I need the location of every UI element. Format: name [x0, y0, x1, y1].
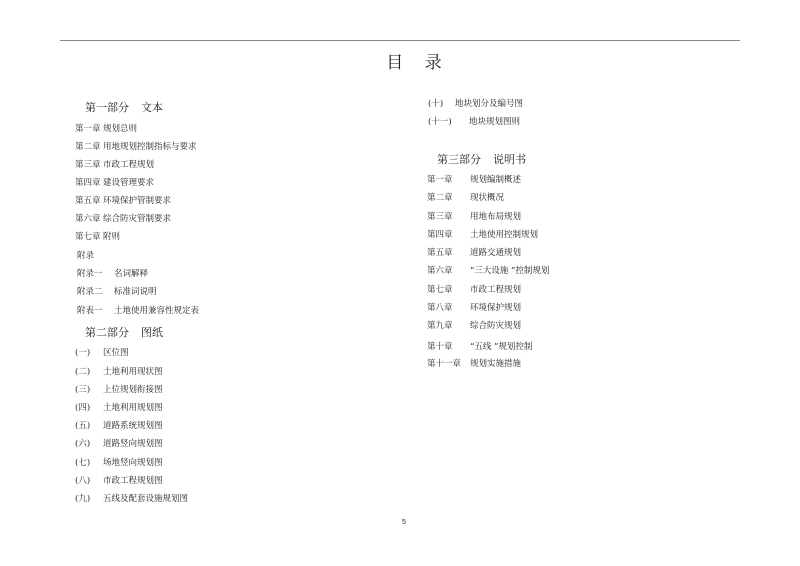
toc-entry-label: 第一章	[427, 175, 453, 185]
toc-entry-label: 第七章	[75, 232, 101, 242]
part2-heading-title: 图纸	[141, 326, 163, 339]
toc-entry-label: (二)	[75, 367, 91, 377]
toc-entry-label: 第七章	[427, 285, 453, 295]
toc-entry-title: 土地利用规划图	[103, 403, 163, 413]
toc-entry-title: 用地规划控制指标与要求	[103, 142, 197, 152]
toc-entry-title: 市政工程规划图	[103, 476, 163, 486]
toc-entry-label: 第三章	[75, 160, 101, 170]
toc-entry-label: 第五章	[427, 248, 453, 258]
toc-entry-label: (四)	[75, 403, 91, 413]
toc-entry-title: 市政工程规划	[103, 160, 155, 170]
toc-entry-label: (一)	[75, 348, 91, 358]
toc-entry-title: 综合防灾管制要求	[103, 214, 172, 224]
part2-heading	[85, 324, 175, 340]
toc-entry-label: 第五章	[75, 196, 101, 206]
toc-entry-label: 第一章	[75, 124, 101, 134]
toc-entry-label: (七)	[75, 458, 91, 468]
toc-entry-title: 地块规划图则	[469, 117, 521, 127]
toc-entry-label: 附表一	[77, 306, 103, 316]
toc-entry-label: 第九章	[427, 321, 453, 331]
toc-entry-title: 土地使用兼容性规定表	[114, 306, 200, 316]
toc-entry-title: 环境保护规划	[470, 303, 522, 313]
toc-entry-label: 附录二	[77, 287, 103, 297]
toc-entry-label: (八)	[75, 476, 91, 486]
page-title: 目 录	[386, 53, 450, 73]
toc-entry-title: 土地利用现状图	[103, 367, 163, 377]
part1-heading-title: 文本	[141, 101, 163, 114]
toc-entry-label: 附录一	[77, 269, 103, 279]
toc-entry-label: 第四章	[75, 178, 101, 188]
toc-entry-title: 道路交通规划	[470, 248, 522, 258]
toc-entry-title: 规划总则	[103, 124, 138, 134]
toc-entry-title: 现状概况	[470, 193, 505, 203]
toc-entry-label: 第三章	[427, 212, 453, 222]
toc-entry-label: (十)	[428, 99, 444, 109]
part3-heading-title: 说明书	[493, 153, 526, 166]
toc-entry-title: 土地使用控制规划	[470, 230, 539, 240]
toc-entry-label: 第六章	[427, 266, 453, 276]
part2-heading-number: 第二部分	[85, 326, 129, 339]
toc-entry-title: 市政工程规划	[470, 285, 522, 295]
toc-entry-title: 环境保护管制要求	[103, 196, 172, 206]
toc-entry-label: (十一)	[428, 117, 452, 127]
part3-heading	[437, 151, 538, 167]
toc-entry-label: 第二章	[427, 193, 453, 203]
toc-entry-title: 上位规划衔接图	[103, 385, 163, 395]
toc-entry-label: 第十一章	[427, 359, 462, 369]
part3-heading-number: 第三部分	[437, 153, 481, 166]
toc-entry-title: 道路系统规划图	[103, 421, 163, 431]
toc-entry-label: (九)	[75, 494, 91, 504]
toc-entry-title: 五线及配套设施规划图	[103, 494, 189, 504]
toc-entry-title: 道路竖向规划图	[103, 439, 163, 449]
toc-entry-title: 标准词说明	[114, 287, 157, 297]
page-number: 5	[402, 519, 406, 526]
toc-entry-label: (五)	[75, 421, 91, 431]
toc-entry-title: 场地竖向规划图	[103, 458, 163, 468]
toc-entry-title: 附则	[103, 232, 121, 242]
toc-entry-label: (三)	[75, 385, 91, 395]
toc-entry-label: (六)	[75, 439, 91, 449]
part1-heading	[85, 99, 175, 115]
part1-heading-number: 第一部分	[85, 101, 129, 114]
toc-entry-title: 综合防灾规划	[470, 321, 522, 331]
toc-entry-title: “五线 ”规划控制	[470, 342, 533, 352]
toc-entry-title: 用地布局规划	[470, 212, 522, 222]
toc-entry-label: 第六章	[75, 214, 101, 224]
toc-entry-title: “三大设施 ”控制规划	[470, 266, 550, 276]
toc-entry-title: 规划实施措施	[470, 359, 522, 369]
toc-entry-label: 第四章	[427, 230, 453, 240]
toc-entry-label: 第十章	[427, 342, 453, 352]
toc-entry-title: 区位图	[103, 348, 129, 358]
toc-entry-title: 建设管理要求	[103, 178, 155, 188]
toc-entry-label: 附录	[77, 251, 95, 261]
header-rule	[60, 40, 740, 41]
toc-entry-label: 第八章	[427, 303, 453, 313]
toc-entry-title: 规划编制概述	[470, 175, 522, 185]
toc-entry-title: 名词解释	[114, 269, 149, 279]
toc-entry-title: 地块划分及编号图	[455, 99, 524, 109]
toc-entry-label: 第二章	[75, 142, 101, 152]
